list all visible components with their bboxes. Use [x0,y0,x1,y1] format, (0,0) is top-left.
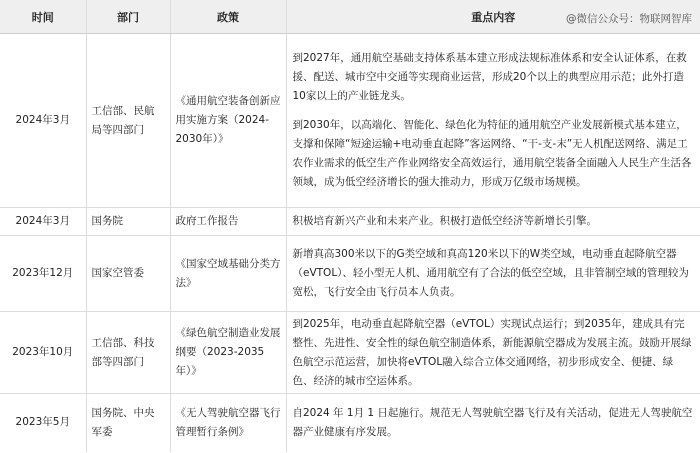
table-row [0,394,700,452]
cell-dept: 工信部、民航局等四部门 [86,34,170,208]
cell-policy: 《无人驾驶航空器飞行管理暂行条例》 [170,394,286,452]
cell-time: 2024年3月 [0,208,86,236]
content-paragraph: 新增真高300米以下的G类空域和真高120米以下的W类空域，电动垂直起降航空器（eVTOL）、轻小型无人机、通用航空有了合法的低空空域，且非管制空域的管理较为宽松，飞行安全由飞行员本人负责。 [292,248,689,298]
table-row [0,34,700,208]
table-row [0,236,700,312]
content-paragraph: 到2030年，以高端化、智能化、绿色化为特征的通用航空产业发展新模式基本建立，支撑和保障“短途运输+电动垂直起降”客运网络、“干-支-末”无人机配送网络、满足工农作业需求的低空生产作业网络安全高效运行，通用航空装备全面融入人民生产生活各领域，成为低空经济增长的强大推动力，形成万亿级市场规模。 [292,119,692,188]
cell-content [286,312,700,394]
content-paragraph: 自2024 年 1月 1 日起施行。规范无人驾驶航空器飞行及有关活动，促进无人驾驶航空器产业健康有序发展。 [292,406,693,438]
cell-time: 2024年3月 [0,34,86,208]
header-policy: 政策 [170,0,286,34]
header-time: 时间 [0,0,86,34]
cell-dept: 国家空管委 [86,236,170,312]
content-paragraph: 到2027年，通用航空基础支持体系基本建立形成法规标准体系和安全认证体系，在救援、配送、城市空中交通等实现商业运营，形成20个以上的典型应用示范；此外打造10家以上的产业链龙头。 [292,52,687,102]
cell-content [286,208,700,236]
watermark: @微信公众号：物联网智库 [566,13,692,25]
cell-dept: 工信部、科技部等四部门 [86,312,170,394]
table-row [0,312,700,394]
cell-time: 2023年5月 [0,394,86,452]
cell-policy: 《绿色航空制造业发展纲要（2023-2035年）》 [170,312,286,394]
cell-time: 2023年12月 [0,236,86,312]
cell-policy: 《通用航空装备创新应用实施方案（2024-2030年）》 [170,34,286,208]
cell-policy: 政府工作报告 [170,208,286,236]
table-row [0,208,700,236]
cell-dept: 国务院、中央军委 [86,394,170,452]
cell-content [286,34,700,208]
header-content: 重点内容 [286,0,700,34]
header-dept: 部门 [86,0,170,34]
content-paragraph: 到2025年，电动垂直起降航空器（eVTOL）实现试点运行；到2035年，建成具有完整性、先进性、安全性的绿色航空制造体系，新能源航空器成为发展主流。鼓励开展绿色航空示范运营，加快将eVTOL融入综合立体交通网络，初步形成安全、便捷、绿色、经济的城市空运体系。 [292,317,692,387]
content-paragraph: 积极培育新兴产业和未来产业。积极打造低空经济等新增长引擎。 [292,215,597,227]
cell-policy: 《国家空域基础分类方法》 [170,236,286,312]
cell-content [286,394,700,452]
cell-content [286,236,700,312]
cell-dept: 国务院 [86,208,170,236]
cell-time: 2023年10月 [0,312,86,394]
